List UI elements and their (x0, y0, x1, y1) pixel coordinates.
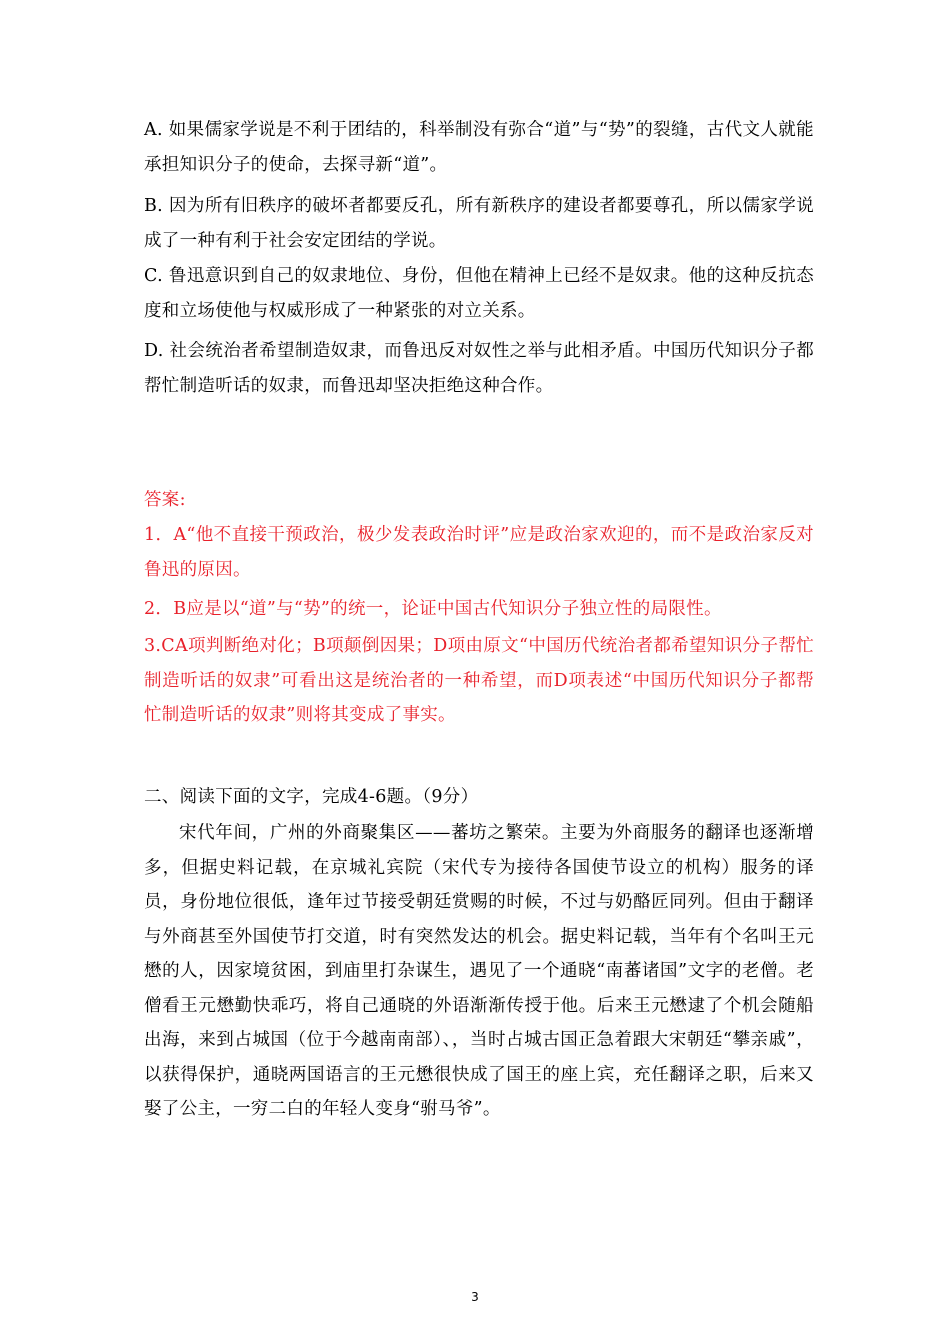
option-c: C. 鲁迅意识到自己的奴隶地位、身份，但他在精神上已经不是奴隶。他的这种反抗态度和立场使他与权威形成了一种紧张的对立关系。 (144, 266, 814, 321)
answer-heading: 答案: (144, 490, 186, 510)
answer-item-3: 3.CA项判断绝对化；B项颠倒因果；D项由原文“中国历代统治者都希望知识分子帮忙制造听话的奴隶”可看出这是统治者的一种希望，而D项表述“中国历代知识分子都帮忙制造听话的奴隶”则将其变成了事实。 (144, 636, 814, 725)
section-heading: 二、阅读下面的文字，完成4-6题。（9分） (144, 787, 479, 807)
page-number: 3 (471, 1290, 479, 1304)
passage-paragraph: 宋代年间，广州的外商聚集区——蕃坊之繁荣。主要为外商服务的翻译也逐渐增多，但据史料记载，在京城礼宾院（宋代专为接待各国使节设立的机构）服务的译员，身份地位很低，逢年过节接受朝廷赏赐的时候，不过与奶酪匠同列。但由于翻译与外商甚至外国使节打交道，时有突然发达的机会。据史料记载，当年有个名叫王元懋的人，因家境贫困，到庙里打杂谋生，遇见了一个通晓“南蕃诸国”文字的老僧。老僧看王元懋勤快乖巧，将自己通晓的外语渐渐传授于他。后来王元懋逮了个机会随船出海，来到占城国（位于今越南南部）、，当时占城古国正急着跟大宋朝廷“攀亲戚”，以获得保护，通晓两国语言的王元懋很快成了国王的座上宾，充任翻译之职，后来又娶了公主，一穷二白的年轻人变身“驸马爷”。 (144, 823, 814, 1119)
option-a: A. 如果儒家学说是不利于团结的，科举制没有弥合“道”与“势”的裂缝，古代文人就能承担知识分子的使命，去探寻新“道”。 (144, 120, 814, 175)
option-d: D. 社会统治者希望制造奴隶，而鲁迅反对奴性之举与此相矛盾。中国历代知识分子都帮忙制造听话的奴隶，而鲁迅却坚决拒绝这种合作。 (144, 341, 814, 396)
option-b: B. 因为所有旧秩序的破坏者都要反孔，所有新秩序的建设者都要尊孔，所以儒家学说成了一种有利于社会安定团结的学说。 (144, 196, 814, 251)
answer-item-2: 2．B应是以“道”与“势”的统一，论证中国古代知识分子独立性的局限性。 (144, 599, 722, 619)
answer-item-1: 1．A“他不直接干预政治，极少发表政治时评”应是政治家欢迎的，而不是政治家反对鲁迅的原因。 (144, 525, 814, 580)
